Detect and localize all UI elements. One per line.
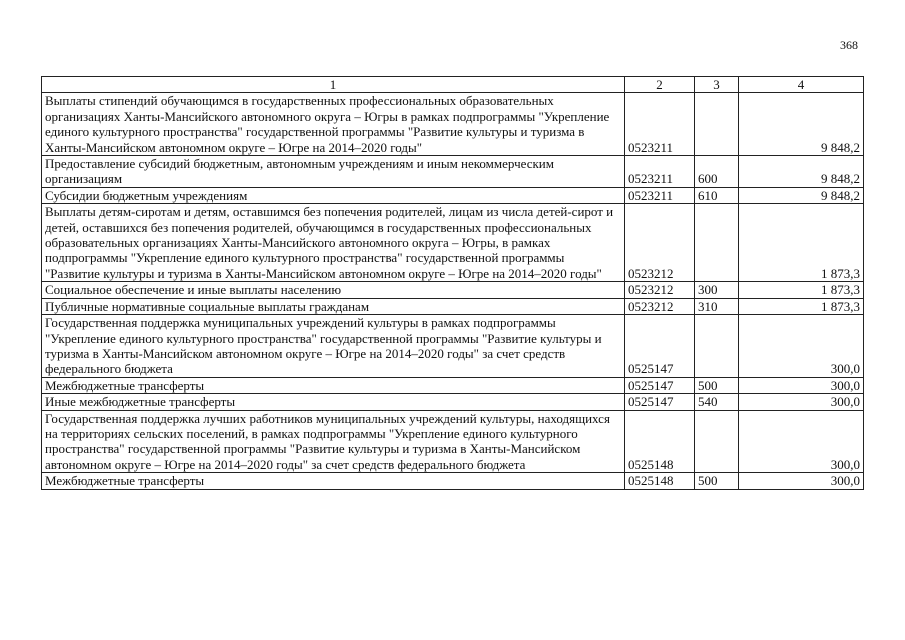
row-description: Социальное обеспечение и иные выплаты населению (42, 282, 625, 298)
row-type (695, 410, 739, 473)
row-code: 0523211 (625, 187, 695, 203)
row-type: 500 (695, 473, 739, 489)
row-description: Выплаты детям-сиротам и детям, оставшимся без попечения родителей, лицам из числа детей-сирот и детей, оставшихся без попечения родителей, обучающимся в государственных профессиональных образовательных организациях Ханты-Мансийского автономного округа – Югры, в рамках подпрограммы "Укрепление единого культурного пространства" государственной программы "Развитие культуры и туризма в Ханты-Мансийском автономном округе – Югре на 2014–2020 годы" (42, 204, 625, 282)
row-amount: 9 848,2 (739, 187, 864, 203)
row-code: 0525147 (625, 315, 695, 378)
row-description: Субсидии бюджетным учреждениям (42, 187, 625, 203)
row-amount: 300,0 (739, 473, 864, 489)
row-description: Публичные нормативные социальные выплаты гражданам (42, 298, 625, 314)
table-row (42, 93, 864, 156)
row-description: Иные межбюджетные трансферты (42, 394, 625, 410)
row-code: 0525148 (625, 410, 695, 473)
row-amount: 9 848,2 (739, 93, 864, 156)
row-type: 500 (695, 377, 739, 393)
row-amount: 300,0 (739, 410, 864, 473)
table-row (42, 410, 864, 473)
row-description: Выплаты стипендий обучающимся в государственных профессиональных образовательных организациях Ханты-Мансийского автономного округа – Югры в рамках подпрограммы "Укрепление единого культурного пространства" государственной программы "Развитие культуры и туризма в Ханты-Мансийском автономном округе – Югре на 2014–2020 годы" (42, 93, 625, 156)
table-row (42, 394, 864, 410)
header-row (42, 77, 864, 93)
table-row (42, 473, 864, 489)
row-description: Государственная поддержка муниципальных учреждений культуры в рамках подпрограммы "Укрепление единого культурного пространства" государственной программы "Развитие культуры и туризма в Ханты-Мансийском автономном округе – Югре на 2014–2020 годы" за счет средств федерального бюджета (42, 315, 625, 378)
table-row (42, 204, 864, 282)
row-code: 0525147 (625, 377, 695, 393)
budget-table (41, 76, 864, 490)
row-code: 0525147 (625, 394, 695, 410)
row-type (695, 315, 739, 378)
row-description: Межбюджетные трансферты (42, 377, 625, 393)
row-amount: 300,0 (739, 377, 864, 393)
row-type (695, 93, 739, 156)
row-type: 600 (695, 156, 739, 188)
row-description: Предоставление субсидий бюджетным, автономным учреждениям и иным некоммерческим организациям (42, 156, 625, 188)
column-header-3: 3 (695, 77, 739, 93)
column-header-2: 2 (625, 77, 695, 93)
row-description: Межбюджетные трансферты (42, 473, 625, 489)
row-type: 540 (695, 394, 739, 410)
table-row (42, 187, 864, 203)
table-row (42, 156, 864, 188)
row-amount: 1 873,3 (739, 298, 864, 314)
row-code: 0523212 (625, 282, 695, 298)
row-type: 300 (695, 282, 739, 298)
table-row (42, 315, 864, 378)
row-type (695, 204, 739, 282)
table-row (42, 377, 864, 393)
row-amount: 1 873,3 (739, 204, 864, 282)
row-amount: 9 848,2 (739, 156, 864, 188)
row-code: 0525148 (625, 473, 695, 489)
row-amount: 1 873,3 (739, 282, 864, 298)
row-amount: 300,0 (739, 394, 864, 410)
row-description: Государственная поддержка лучших работников муниципальных учреждений культуры, находящихся на территориях сельских поселений, в рамках подпрограммы "Укрепление единого культурного пространства" государственной программы "Развитие культуры и туризма в Ханты-Мансийском автономном округе – Югре на 2014–2020 годы" за счет средств федерального бюджета (42, 410, 625, 473)
column-header-1: 1 (42, 77, 625, 93)
row-code: 0523211 (625, 156, 695, 188)
row-code: 0523212 (625, 298, 695, 314)
row-code: 0523212 (625, 204, 695, 282)
column-header-4: 4 (739, 77, 864, 93)
row-amount: 300,0 (739, 315, 864, 378)
page-number: 368 (840, 38, 858, 52)
row-code: 0523211 (625, 93, 695, 156)
table-row (42, 298, 864, 314)
table-row (42, 282, 864, 298)
row-type: 310 (695, 298, 739, 314)
row-type: 610 (695, 187, 739, 203)
